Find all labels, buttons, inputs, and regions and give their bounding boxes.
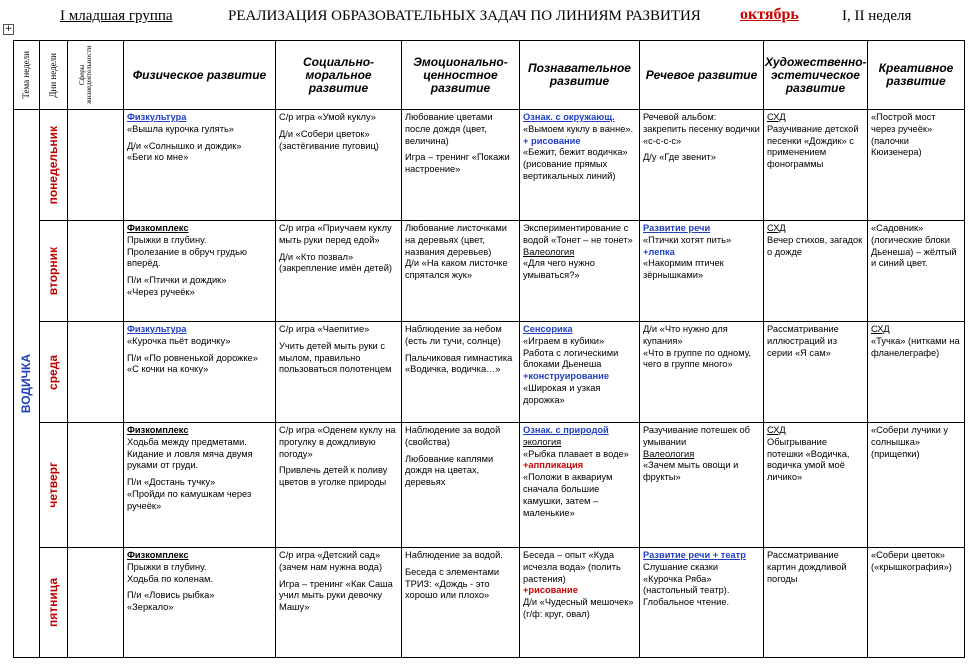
activity-line: Речевой альбом: закрепить песенку водички «с-с-с-с» <box>643 112 760 146</box>
activity-line: «Тучка» (нитками на фланелеграфе) <box>871 335 960 358</box>
activity-cell <box>764 423 868 548</box>
activity-cell <box>520 221 640 322</box>
activity-line: Рассматривание картин дождливой погоды <box>767 550 847 584</box>
activity-line: «Собери лучики у солнышка» (прищепки) <box>871 425 948 459</box>
activity-cell <box>402 221 520 322</box>
sphere-cell <box>68 110 124 221</box>
activity-line: Прыжки в глубину. <box>127 234 207 245</box>
activity-cell <box>764 548 868 658</box>
activity-line: «Курочка пьёт водичку» <box>127 335 231 346</box>
day-row <box>14 110 965 221</box>
activity-cell <box>868 221 965 322</box>
activity-line: Пальчиковая гимнастика «Водичка, водичка…» <box>405 352 513 375</box>
activity-line: Учить детей мыть руки с мылом, правильно пользоваться полотенцем <box>279 340 392 375</box>
sphere-cell <box>68 221 124 322</box>
activity-line: Развитие речи <box>643 223 711 233</box>
activity-line: Любование каплями дождя на цветах, деревьях <box>405 453 494 488</box>
activity-line: Работа с логическими блоками Дьенеша <box>523 347 619 370</box>
activity-cell <box>640 423 764 548</box>
activity-line: +лепка <box>643 246 675 257</box>
activity-line: Слушание сказки «Курочка Ряба» (настольный театр). <box>643 561 730 596</box>
day-cell <box>40 221 68 322</box>
activity-cell <box>276 423 402 548</box>
activity-line: Рассматривание иллюстраций из серии «Я сам» <box>767 324 839 358</box>
table-move-handle-icon[interactable]: + <box>4 24 13 34</box>
activity-line: Беседа с элементами ТРИЗ: «Дождь - это хорошо или плохо» <box>405 566 500 601</box>
activity-line: Игра – тренинг «Как Саша учил мыть руки девочку Машу» <box>279 578 393 613</box>
week-label: I, II неделя <box>842 8 912 24</box>
activity-line: Д/и «На каком листочке спрятался жук» <box>405 258 508 281</box>
activity-line: +аппликация <box>523 460 584 471</box>
activity-line: П/и «Птички и дождик» <box>127 275 227 286</box>
activity-cell <box>764 322 868 423</box>
activity-line: Привлечь детей к поливу цветов в уголке природы <box>279 465 388 488</box>
activity-cell <box>276 110 402 221</box>
col-emotional: Эмоционально-ценностное развитие <box>402 41 520 110</box>
activity-cell <box>868 548 965 658</box>
activity-line: СХД <box>767 112 786 122</box>
activity-line: Любование цветами после дождя (цвет, величина) <box>405 112 493 146</box>
day-cell <box>40 110 68 221</box>
activity-line: «Пройди по камушкам через ручеёк» <box>127 488 252 511</box>
day-cell <box>40 548 68 658</box>
activity-line: Наблюдение за водой (свойства) <box>405 425 501 447</box>
activity-line: Физкультура <box>127 324 187 334</box>
theme-cell <box>14 110 40 658</box>
day-label: среда <box>45 354 60 390</box>
activity-line: С/р игра «Чаепитие» <box>279 324 370 334</box>
day-label: четверг <box>45 462 60 508</box>
activity-cell <box>640 322 764 423</box>
activity-cell <box>402 423 520 548</box>
activity-line: Ходьба между предметами. <box>127 436 247 447</box>
activity-cell <box>520 322 640 423</box>
day-row <box>14 423 965 548</box>
activity-cell <box>124 548 276 658</box>
activity-line: Д/у «Где звенит» <box>643 152 716 163</box>
day-label: пятница <box>45 578 60 627</box>
activity-line: «Широкая и узкая дорожка» <box>523 382 601 405</box>
col-cognitive: Познавательное развитие <box>520 41 640 110</box>
activity-cell <box>124 322 276 423</box>
activity-line: Валеология <box>523 246 575 257</box>
day-label: вторник <box>45 246 60 296</box>
activity-line: Сенсорика <box>523 324 573 334</box>
activity-line: «Зачем мыть овощи и фрукты» <box>643 460 739 483</box>
activity-cell <box>402 110 520 221</box>
activity-line: Любование листочками на деревьях (цвет, названия деревьев) <box>405 223 507 257</box>
activity-line: +конструирование <box>523 371 610 382</box>
activity-line: Развитие речи + театр <box>643 550 746 560</box>
activity-line: Наблюдение за водой. <box>405 550 503 560</box>
document-title: РЕАЛИЗАЦИЯ ОБРАЗОВАТЕЛЬНЫХ ЗАДАЧ ПО ЛИНИЯМ РАЗВИТИЯ <box>228 8 701 24</box>
day-cell <box>40 423 68 548</box>
activity-line: С/р игра «Оденем куклу на прогулку в дождливую погоду» <box>279 425 396 459</box>
activity-line: СХД <box>767 223 786 233</box>
activity-line: Ознак. с природой <box>523 425 609 435</box>
activity-line: «Бежит, бежит водичка» (рисование прямых вертикальных линий) <box>523 147 628 181</box>
activity-cell <box>402 322 520 423</box>
activity-line: + рисование <box>523 135 581 146</box>
activity-line: «Вымоем куклу в ванне». <box>523 123 634 134</box>
activity-line: «Птички хотят пить» <box>643 234 732 245</box>
document-header <box>0 6 970 28</box>
col-day: Дни недели <box>40 41 68 110</box>
activity-line: Пролезание в обруч грудью вперёд. <box>127 246 247 269</box>
activity-line: Д/и «Что нужно для купания» <box>643 324 728 346</box>
activity-cell <box>520 423 640 548</box>
day-cell <box>40 322 68 423</box>
activity-line: Разучивание потешек об умывании <box>643 425 750 447</box>
activity-line: Наблюдение за небом (есть ли тучи, солнце) <box>405 324 502 346</box>
activity-cell <box>124 221 276 322</box>
activity-line: «Через ручеёк» <box>127 286 195 297</box>
activity-cell <box>868 423 965 548</box>
activity-line: Д/и «Собери цветок» (застёгивание пуговиц) <box>279 128 379 151</box>
activity-line: Беседа – опыт «Куда исчезла вода» (полить растения) <box>523 550 621 584</box>
activity-line: Ознак. с окружающ. <box>523 112 615 122</box>
activity-line: П/и «Ловись рыбка» <box>127 590 215 601</box>
day-row <box>14 221 965 322</box>
activity-line: «Что в группе по одному, чего в группе много» <box>643 347 752 370</box>
activity-line: Физкомплекс <box>127 425 189 435</box>
activity-line: Прыжки в глубину. <box>127 561 207 572</box>
activity-cell <box>520 110 640 221</box>
activity-line: П/и «По ровненькой дорожке» <box>127 352 258 363</box>
activity-line: Д/и «Чудесный мешочек» (г/ф: круг, овал) <box>523 597 634 619</box>
activity-line: «Собери цветок» («крышкография») <box>871 550 952 572</box>
activity-cell <box>276 221 402 322</box>
activity-line: П/и «Достань тучку» <box>127 477 216 488</box>
month-label: октябрь <box>740 6 799 23</box>
activity-line: Игра – тренинг «Покажи настроение» <box>405 152 510 175</box>
activity-line: СХД <box>871 324 890 334</box>
day-row <box>14 322 965 423</box>
activity-line: экология <box>523 436 562 447</box>
activity-line: Обыгрывание потешки «Водичка, водичка умой моё личико» <box>767 436 850 483</box>
activity-line: С/р игра «Детский сад» (зачем нам нужна вода) <box>279 550 383 572</box>
col-speech: Речевое развитие <box>640 41 764 110</box>
activity-cell <box>124 110 276 221</box>
day-row <box>14 548 965 658</box>
activity-cell <box>124 423 276 548</box>
activity-line: «Положи в аквариум сначала большие камушки, затем – маленькие» <box>523 472 613 518</box>
col-art: Художественно-эстетическое развитие <box>764 41 868 110</box>
day-label: понедельник <box>45 125 60 205</box>
activity-line: С/р игра «Умой куклу» <box>279 112 376 122</box>
activity-cell <box>764 110 868 221</box>
activity-cell <box>520 548 640 658</box>
activity-cell <box>764 221 868 322</box>
theme-label: ВОДИЧКА <box>18 353 33 414</box>
activity-line: «С кочки на кочку» <box>127 364 209 375</box>
activity-line: «Беги ко мне» <box>127 152 189 163</box>
activity-line: Физкомплекс <box>127 550 189 560</box>
activity-line: «Рыбка плавает в воде» <box>523 448 629 459</box>
activity-line: Вечер стихов, загадок о дожде <box>767 234 863 257</box>
activity-cell <box>640 548 764 658</box>
activity-line: Разучивание детской песенки «Дождик» с применением фонограммы <box>767 123 859 170</box>
sphere-cell <box>68 423 124 548</box>
col-sphere: Сферы жизнедеятельности <box>68 41 124 110</box>
activity-line: «Зеркало» <box>127 602 174 613</box>
activity-line: Физкомплекс <box>127 223 189 233</box>
activity-line: +рисование <box>523 585 578 596</box>
activity-cell <box>640 110 764 221</box>
col-social: Социально-моральное развитие <box>276 41 402 110</box>
activity-line: Физкультура <box>127 112 187 122</box>
activity-line: «Садовник» (логические блоки Дьенеша) – жёлтый и синий цвет. <box>871 223 957 269</box>
group-name: I младшая группа <box>60 8 173 24</box>
header-row <box>14 41 965 110</box>
activity-cell <box>402 548 520 658</box>
sphere-cell <box>68 548 124 658</box>
activity-line: «Построй мост через ручеёк» (палочки Кюизенера) <box>871 112 936 158</box>
activity-line: Кидание и ловля мяча двумя руками от груди. <box>127 448 253 471</box>
activity-line: «Для чего нужно умываться?» <box>523 258 595 281</box>
sphere-cell <box>68 322 124 423</box>
activity-line: СХД <box>767 425 786 435</box>
activity-line: Валеология <box>643 448 695 459</box>
activity-line: Д/и «Солнышко и дождик» <box>127 140 242 151</box>
activity-line: «Играем в кубики» <box>523 335 605 346</box>
col-creative: Креативное развитие <box>868 41 965 110</box>
activity-cell <box>868 110 965 221</box>
activity-line: Экспериментирование с водой «Тонет – не тонет» <box>523 223 633 245</box>
activity-line: «Накормим птичек зёрнышками» <box>643 258 724 281</box>
activity-line: Глобальное чтение. <box>643 597 730 608</box>
activity-line: С/р игра «Приучаем куклу мыть руки перед едой» <box>279 223 392 245</box>
activity-cell <box>640 221 764 322</box>
plan-table <box>13 40 965 658</box>
activity-cell <box>868 322 965 423</box>
activity-line: Д/и «Кто позвал» (закрепление имён детей) <box>279 251 393 274</box>
activity-line: «Вышла курочка гулять» <box>127 123 234 134</box>
activity-cell <box>276 322 402 423</box>
activity-line: Ходьба по коленам. <box>127 573 213 584</box>
activity-cell <box>276 548 402 658</box>
col-physical: Физическое развитие <box>124 41 276 110</box>
col-theme: Тема недели <box>14 41 40 110</box>
